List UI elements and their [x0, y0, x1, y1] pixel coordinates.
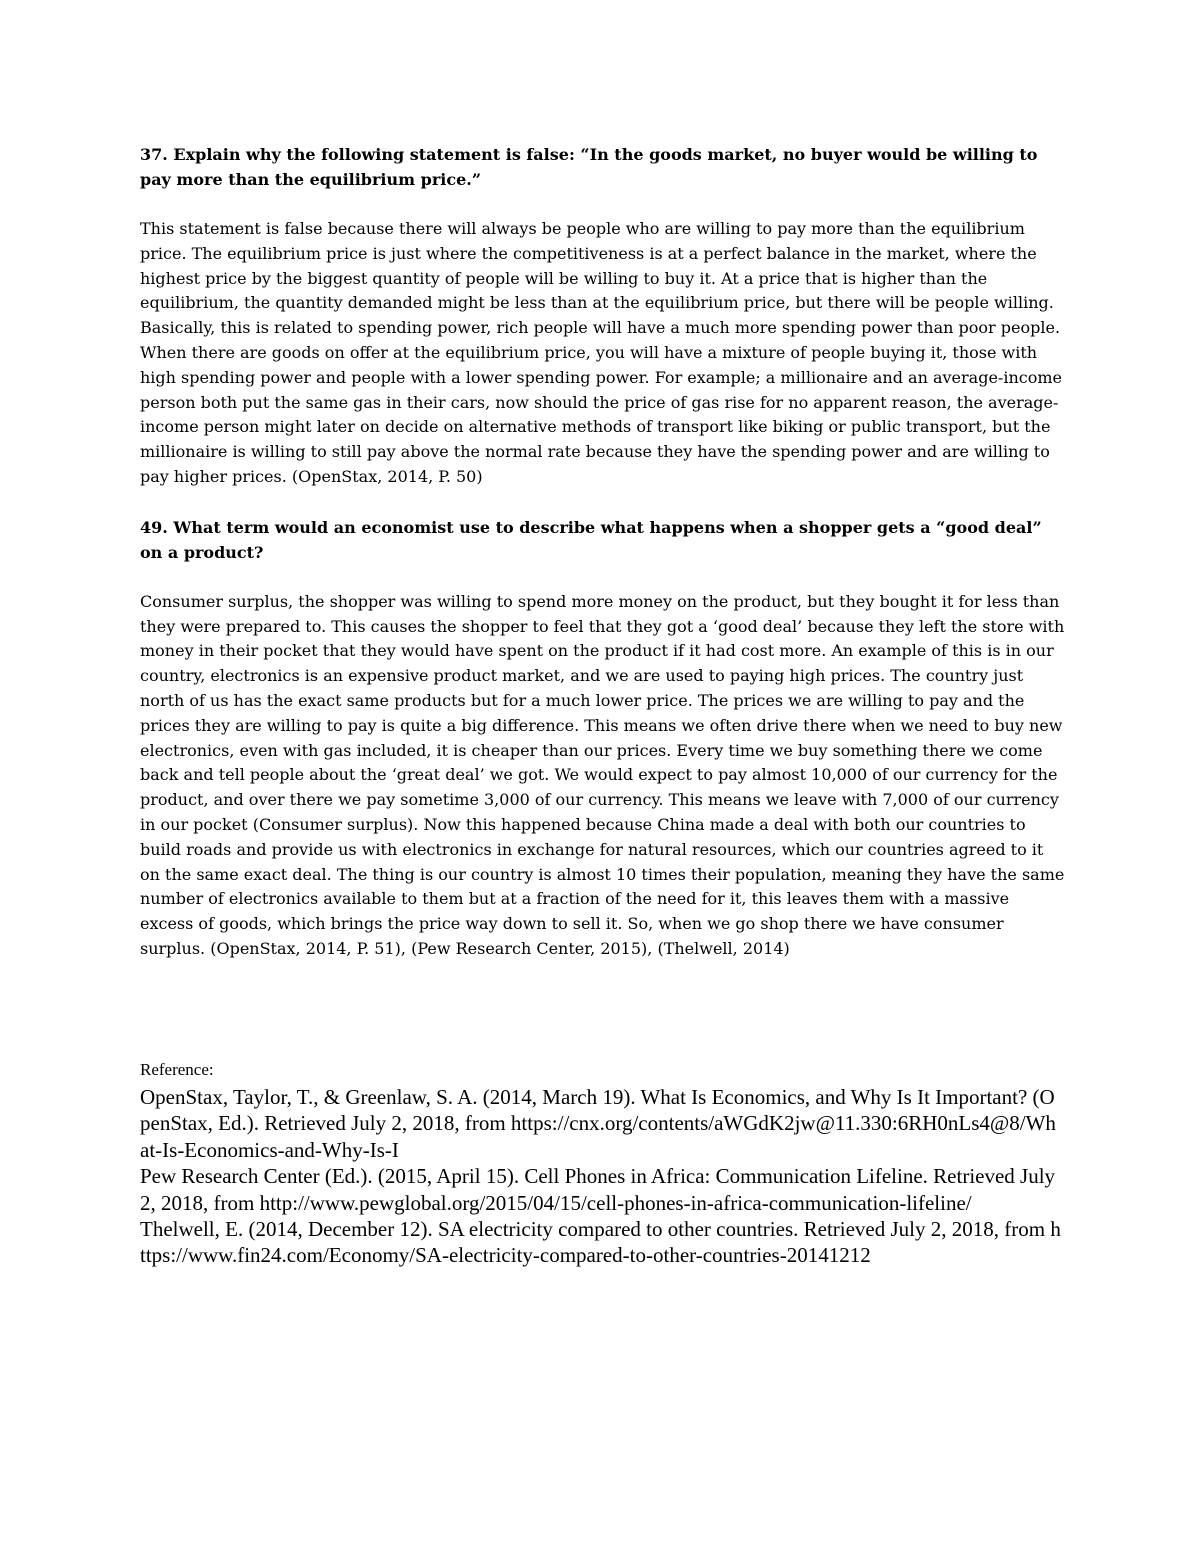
- reference-heading: Reference:: [140, 1060, 214, 1079]
- reference-entry-pew: Pew Research Center (Ed.). (2015, April 15). Cell Phones in Africa: Communication Lifeline. Retrieved July 2, 2018, from http://www.pewglobal.org/2015/04/15/cell-phones-in-africa-communication-lifeline/: [140, 1164, 1056, 1215]
- reference-section: [140, 1057, 1065, 1269]
- document-body: [140, 142, 1065, 962]
- question-49-heading: 49. What term would an economist use to describe what happens when a shopper gets a “good deal” on a product?: [140, 517, 1042, 562]
- reference-entry-openstax: OpenStax, Taylor, T., & Greenlaw, S. A. (2014, March 19). What Is Economics, and Why Is It Important? (OpenStax, Ed.). Retrieved July 2, 2018, from https://cnx.org/contents/aWGdK2jw@11.330:6RH0nLs4@8/What-Is-Economics-and-Why-Is-I: [140, 1085, 1056, 1162]
- question-37-heading: 37. Explain why the following statement is false: “In the goods market, no buyer would be willing to pay more than the equilibrium price.”: [140, 145, 1038, 189]
- reference-entry-thelwell: Thelwell, E. (2014, December 12). SA electricity compared to other countries. Retrieved July 2, 2018, from https://www.fin24.com/Economy/SA-electricity-compared-to-other-countries-20141212: [140, 1217, 1061, 1268]
- question-49-answer: Consumer surplus, the shopper was willing to spend more money on the product, but they bought it for less than they were prepared to. This causes the shopper to feel that they got a ‘good deal’ because they left the store with money in their pocket that they would have spent on the product if it had cost more. An example of this is in our country, electronics is an expensive product market, and we are used to paying high prices. The country just north of us has the exact same products but for a much lower price. The prices we are willing to pay and the prices they are willing to pay is quite a big difference. This means we often drive there when we need to buy new electronics, even with gas included, it is cheaper than our prices. Every time we buy something there we come back and tell people about the ‘great deal’ we got. We would expect to pay almost 10,000 of our currency for the product, and over there we pay sometime 3,000 of our currency. This means we leave with 7,000 of our currency in our pocket (Consumer surplus). Now this happened because China made a deal with both our countries to build roads and provide us with electronics in exchange for natural resources, which our countries agreed to it on the same exact deal. The thing is our country is almost 10 times their population, meaning they have the same number of electronics available to them but at a fraction of the need for it, this leaves them with a massive excess of goods, which brings the price way down to sell it. So, when we go shop there we have consumer surplus. (OpenStax, 2014, P. 51), (Pew Research Center, 2015), (Thelwell, 2014): [140, 591, 1065, 958]
- question-37-answer: This statement is false because there will always be people who are willing to pay more than the equilibrium price. The equilibrium price is just where the competitiveness is at a perfect balance in the market, where the highest price by the biggest quantity of people will be willing to buy it. At a price that is higher than the equilibrium, the quantity demanded might be less than at the equilibrium price, but there will be people willing. Basically, this is related to spending power, rich people will have a much more spending power than poor people. When there are goods on offer at the equilibrium price, you will have a mixture of people buying it, those with high spending power and people with a lower spending power. For example; a millionaire and an average-income person both put the same gas in their cars, now should the price of gas rise for no apparent reason, the average-income person might later on decide on alternative methods of transport like biking or public transport, but the millionaire is willing to still pay above the normal rate because they have the spending power and are willing to pay higher prices. (OpenStax, 2014, P. 50): [140, 219, 1062, 486]
